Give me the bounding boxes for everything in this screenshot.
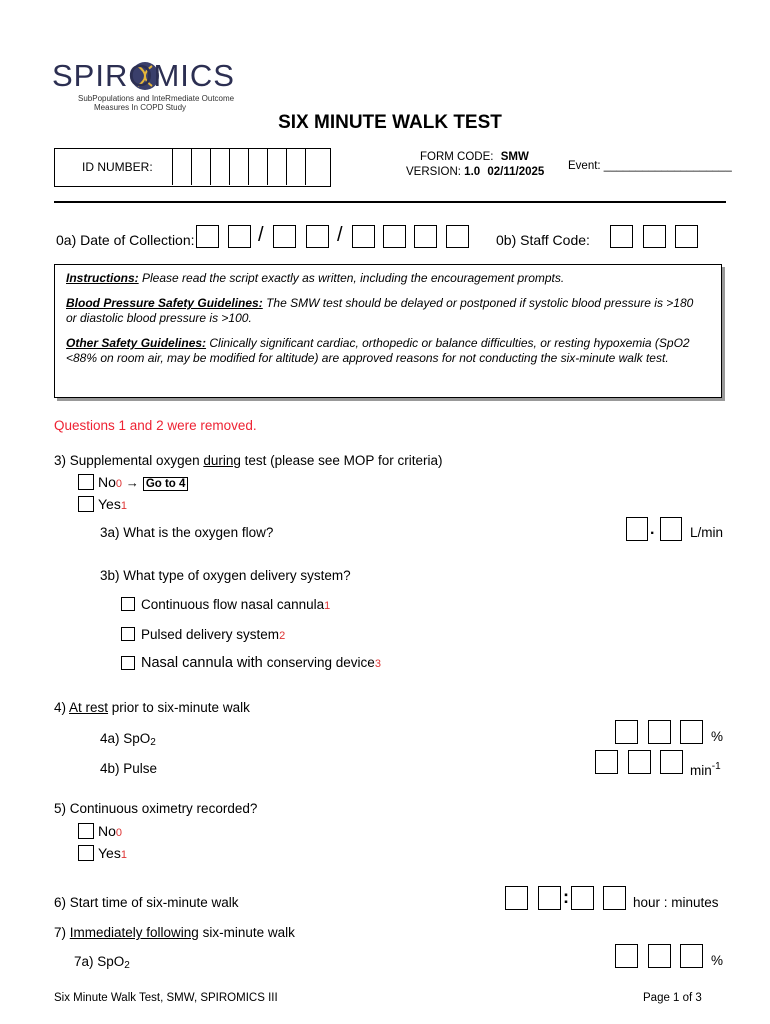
q5-label: 5) Continuous oximetry recorded? bbox=[54, 801, 258, 816]
q6-colon: : bbox=[563, 887, 569, 907]
q3-yes-checkbox[interactable] bbox=[78, 496, 94, 512]
footer-left: Six Minute Walk Test, SMW, SPIROMICS III bbox=[54, 992, 278, 1004]
q5-no-code: 0 bbox=[115, 827, 123, 839]
q3-no-label: No bbox=[98, 474, 116, 490]
q7-label bbox=[54, 925, 295, 940]
form-code-value: SMW bbox=[500, 151, 529, 163]
q4a-box-1[interactable] bbox=[615, 720, 638, 744]
q4-label bbox=[54, 700, 250, 715]
q4b-unit-text: min bbox=[690, 763, 712, 778]
q3b-opt3-checkbox[interactable] bbox=[121, 656, 135, 670]
q5-yes-label: Yes bbox=[98, 845, 121, 861]
instruction-2-label: Blood Pressure Safety Guidelines: bbox=[66, 296, 263, 310]
oxygen-flow-box-2[interactable] bbox=[660, 517, 682, 541]
q7a-box-1[interactable] bbox=[615, 944, 638, 968]
removed-note: Questions 1 and 2 were removed. bbox=[54, 418, 257, 433]
q3b-opt1-checkbox[interactable] bbox=[121, 597, 135, 611]
q6-min-box-2[interactable] bbox=[603, 886, 626, 910]
instruction-2-text: The SMW test should be delayed or postponed if systolic blood pressure is >180 or diastolic blood pressure is >100. bbox=[66, 296, 694, 325]
logo-text: SPIROMICS bbox=[52, 58, 235, 93]
instruction-3-label: Other Safety Guidelines: bbox=[66, 336, 207, 350]
instruction-2 bbox=[66, 296, 706, 326]
q3b-label: 3b) What type of oxygen delivery system? bbox=[100, 568, 351, 583]
q6-hour-box-1[interactable] bbox=[505, 886, 528, 910]
q7-label-immediately: Immediately following bbox=[69, 925, 199, 940]
version bbox=[406, 166, 544, 178]
q3b-opt2-checkbox[interactable] bbox=[121, 627, 135, 641]
q3-yes-option bbox=[98, 496, 127, 512]
instruction-1-label: Instructions: bbox=[66, 271, 139, 285]
instruction-1 bbox=[66, 271, 711, 286]
q7a-label-sub: 2 bbox=[124, 960, 130, 971]
oxygen-flow-unit: L/min bbox=[690, 525, 724, 540]
q6-unit: hour : minutes bbox=[633, 895, 719, 910]
q3b-opt3-code: 3 bbox=[374, 658, 381, 670]
q5-yes-checkbox[interactable] bbox=[78, 845, 94, 861]
q4a-label bbox=[100, 731, 156, 748]
logo-tagline-1: SubPopulations and InteRmediate Outcome bbox=[78, 94, 235, 103]
q4a-label-sub: 2 bbox=[150, 737, 156, 748]
q3-yes-code: 1 bbox=[120, 500, 127, 512]
logo-tagline-2: Measures In COPD Study bbox=[94, 103, 187, 112]
q3b-opt3-label-b: conserving device bbox=[266, 655, 375, 670]
q4-label-at-rest: At rest bbox=[69, 700, 109, 715]
q4-prefix: 4) bbox=[54, 700, 70, 715]
event-field[interactable]: Event: ____________________ bbox=[568, 160, 732, 172]
q6-hour-box-2[interactable] bbox=[538, 886, 561, 910]
q3b-opt1 bbox=[141, 597, 330, 612]
staff-box-1[interactable] bbox=[610, 225, 633, 248]
q7a-box-2[interactable] bbox=[648, 944, 671, 968]
date-box-4[interactable] bbox=[306, 225, 329, 248]
date-box-3[interactable] bbox=[273, 225, 296, 248]
page-title: SIX MINUTE WALK TEST bbox=[278, 112, 502, 133]
q7a-label bbox=[74, 954, 130, 971]
q3-label-b: test (please see MOP for criteria) bbox=[240, 453, 443, 468]
q3-no-checkbox[interactable] bbox=[78, 474, 94, 490]
date-sep-1: / bbox=[258, 224, 264, 246]
form-code bbox=[420, 151, 529, 163]
q3-no-option bbox=[98, 474, 188, 490]
q5-no-checkbox[interactable] bbox=[78, 823, 94, 839]
oxygen-flow-dot: . bbox=[650, 521, 655, 538]
date-box-1[interactable] bbox=[196, 225, 219, 248]
q4b-unit bbox=[690, 761, 721, 778]
q5-no-label: No bbox=[98, 823, 116, 839]
q3b-opt1-code: 1 bbox=[324, 600, 331, 612]
q3-label-during: during bbox=[203, 453, 241, 468]
q3b-opt3-label-a: Nasal cannula with bbox=[141, 655, 267, 671]
q4a-box-2[interactable] bbox=[648, 720, 671, 744]
q3b-opt3 bbox=[141, 655, 381, 671]
q5-yes-option bbox=[98, 845, 127, 861]
q3-label bbox=[54, 453, 442, 468]
q4-label-b: prior to six-minute walk bbox=[108, 700, 250, 715]
q4a-label-text: 4a) SpO bbox=[100, 731, 151, 746]
date-box-6[interactable] bbox=[383, 225, 406, 248]
id-number-label: ID NUMBER: bbox=[82, 160, 153, 174]
version-date: 02/11/2025 bbox=[487, 166, 545, 178]
form-code-label: FORM CODE: bbox=[420, 151, 494, 163]
version-label: VERSION: bbox=[406, 166, 461, 178]
q4b-unit-sup: -1 bbox=[711, 761, 721, 772]
q5-yes-code: 1 bbox=[120, 849, 127, 861]
q7a-box-3[interactable] bbox=[680, 944, 703, 968]
instruction-1-text: Please read the script exactly as written, including the encouragement prompts. bbox=[138, 271, 565, 285]
q7a-label-text: 7a) SpO bbox=[74, 954, 125, 969]
q0a-label: 0a) Date of Collection: bbox=[56, 232, 195, 248]
q4b-label: 4b) Pulse bbox=[100, 761, 158, 776]
q4a-box-3[interactable] bbox=[680, 720, 703, 744]
q4b-box-1[interactable] bbox=[595, 750, 618, 774]
header-divider bbox=[54, 201, 726, 203]
q4b-box-2[interactable] bbox=[628, 750, 651, 774]
oxygen-flow-box-1[interactable] bbox=[626, 517, 648, 541]
version-value: 1.0 bbox=[464, 166, 481, 178]
q0b-label: 0b) Staff Code: bbox=[496, 232, 590, 248]
instructions-box bbox=[54, 264, 722, 398]
q3-yes-label: Yes bbox=[98, 496, 121, 512]
q3b-opt1-label: Continuous flow nasal cannula bbox=[141, 597, 325, 612]
footer-right: Page 1 of 3 bbox=[643, 992, 702, 1004]
q7-label-b: six-minute walk bbox=[198, 925, 295, 940]
q4b-box-3[interactable] bbox=[660, 750, 683, 774]
staff-box-3[interactable] bbox=[675, 225, 698, 248]
q4a-unit: % bbox=[711, 729, 724, 744]
q3b-opt2-code: 2 bbox=[279, 630, 286, 642]
arrow-right-icon: → bbox=[125, 475, 139, 490]
date-box-8[interactable] bbox=[446, 225, 469, 248]
logo bbox=[52, 58, 252, 114]
q3b-opt2 bbox=[141, 627, 285, 642]
date-box-2[interactable] bbox=[228, 225, 251, 248]
q5-no-option bbox=[98, 823, 122, 839]
q3b-opt2-label: Pulsed delivery system bbox=[141, 627, 280, 642]
instruction-3 bbox=[66, 336, 716, 366]
instruction-3-text: Clinically significant cardiac, orthopedic or balance difficulties, or resting hypoxemia (SpO2 <88% on room air, may be modified for altitude) are approved reasons for not conducting the six-minute walk test. bbox=[66, 336, 690, 365]
date-box-5[interactable] bbox=[352, 225, 375, 248]
goto-4-label: Go to 4 bbox=[143, 477, 189, 491]
q6-min-box-1[interactable] bbox=[571, 886, 594, 910]
q7a-unit: % bbox=[711, 953, 724, 968]
q6-label: 6) Start time of six-minute walk bbox=[54, 895, 239, 910]
q3-no-code: 0 bbox=[115, 478, 123, 490]
id-number-boxes[interactable] bbox=[172, 148, 330, 185]
q7-prefix: 7) bbox=[54, 925, 70, 940]
q3-label-a: 3) Supplemental oxygen bbox=[54, 453, 204, 468]
staff-box-2[interactable] bbox=[643, 225, 666, 248]
date-box-7[interactable] bbox=[414, 225, 437, 248]
date-sep-2: / bbox=[337, 224, 343, 246]
q3a-label: 3a) What is the oxygen flow? bbox=[100, 525, 274, 540]
